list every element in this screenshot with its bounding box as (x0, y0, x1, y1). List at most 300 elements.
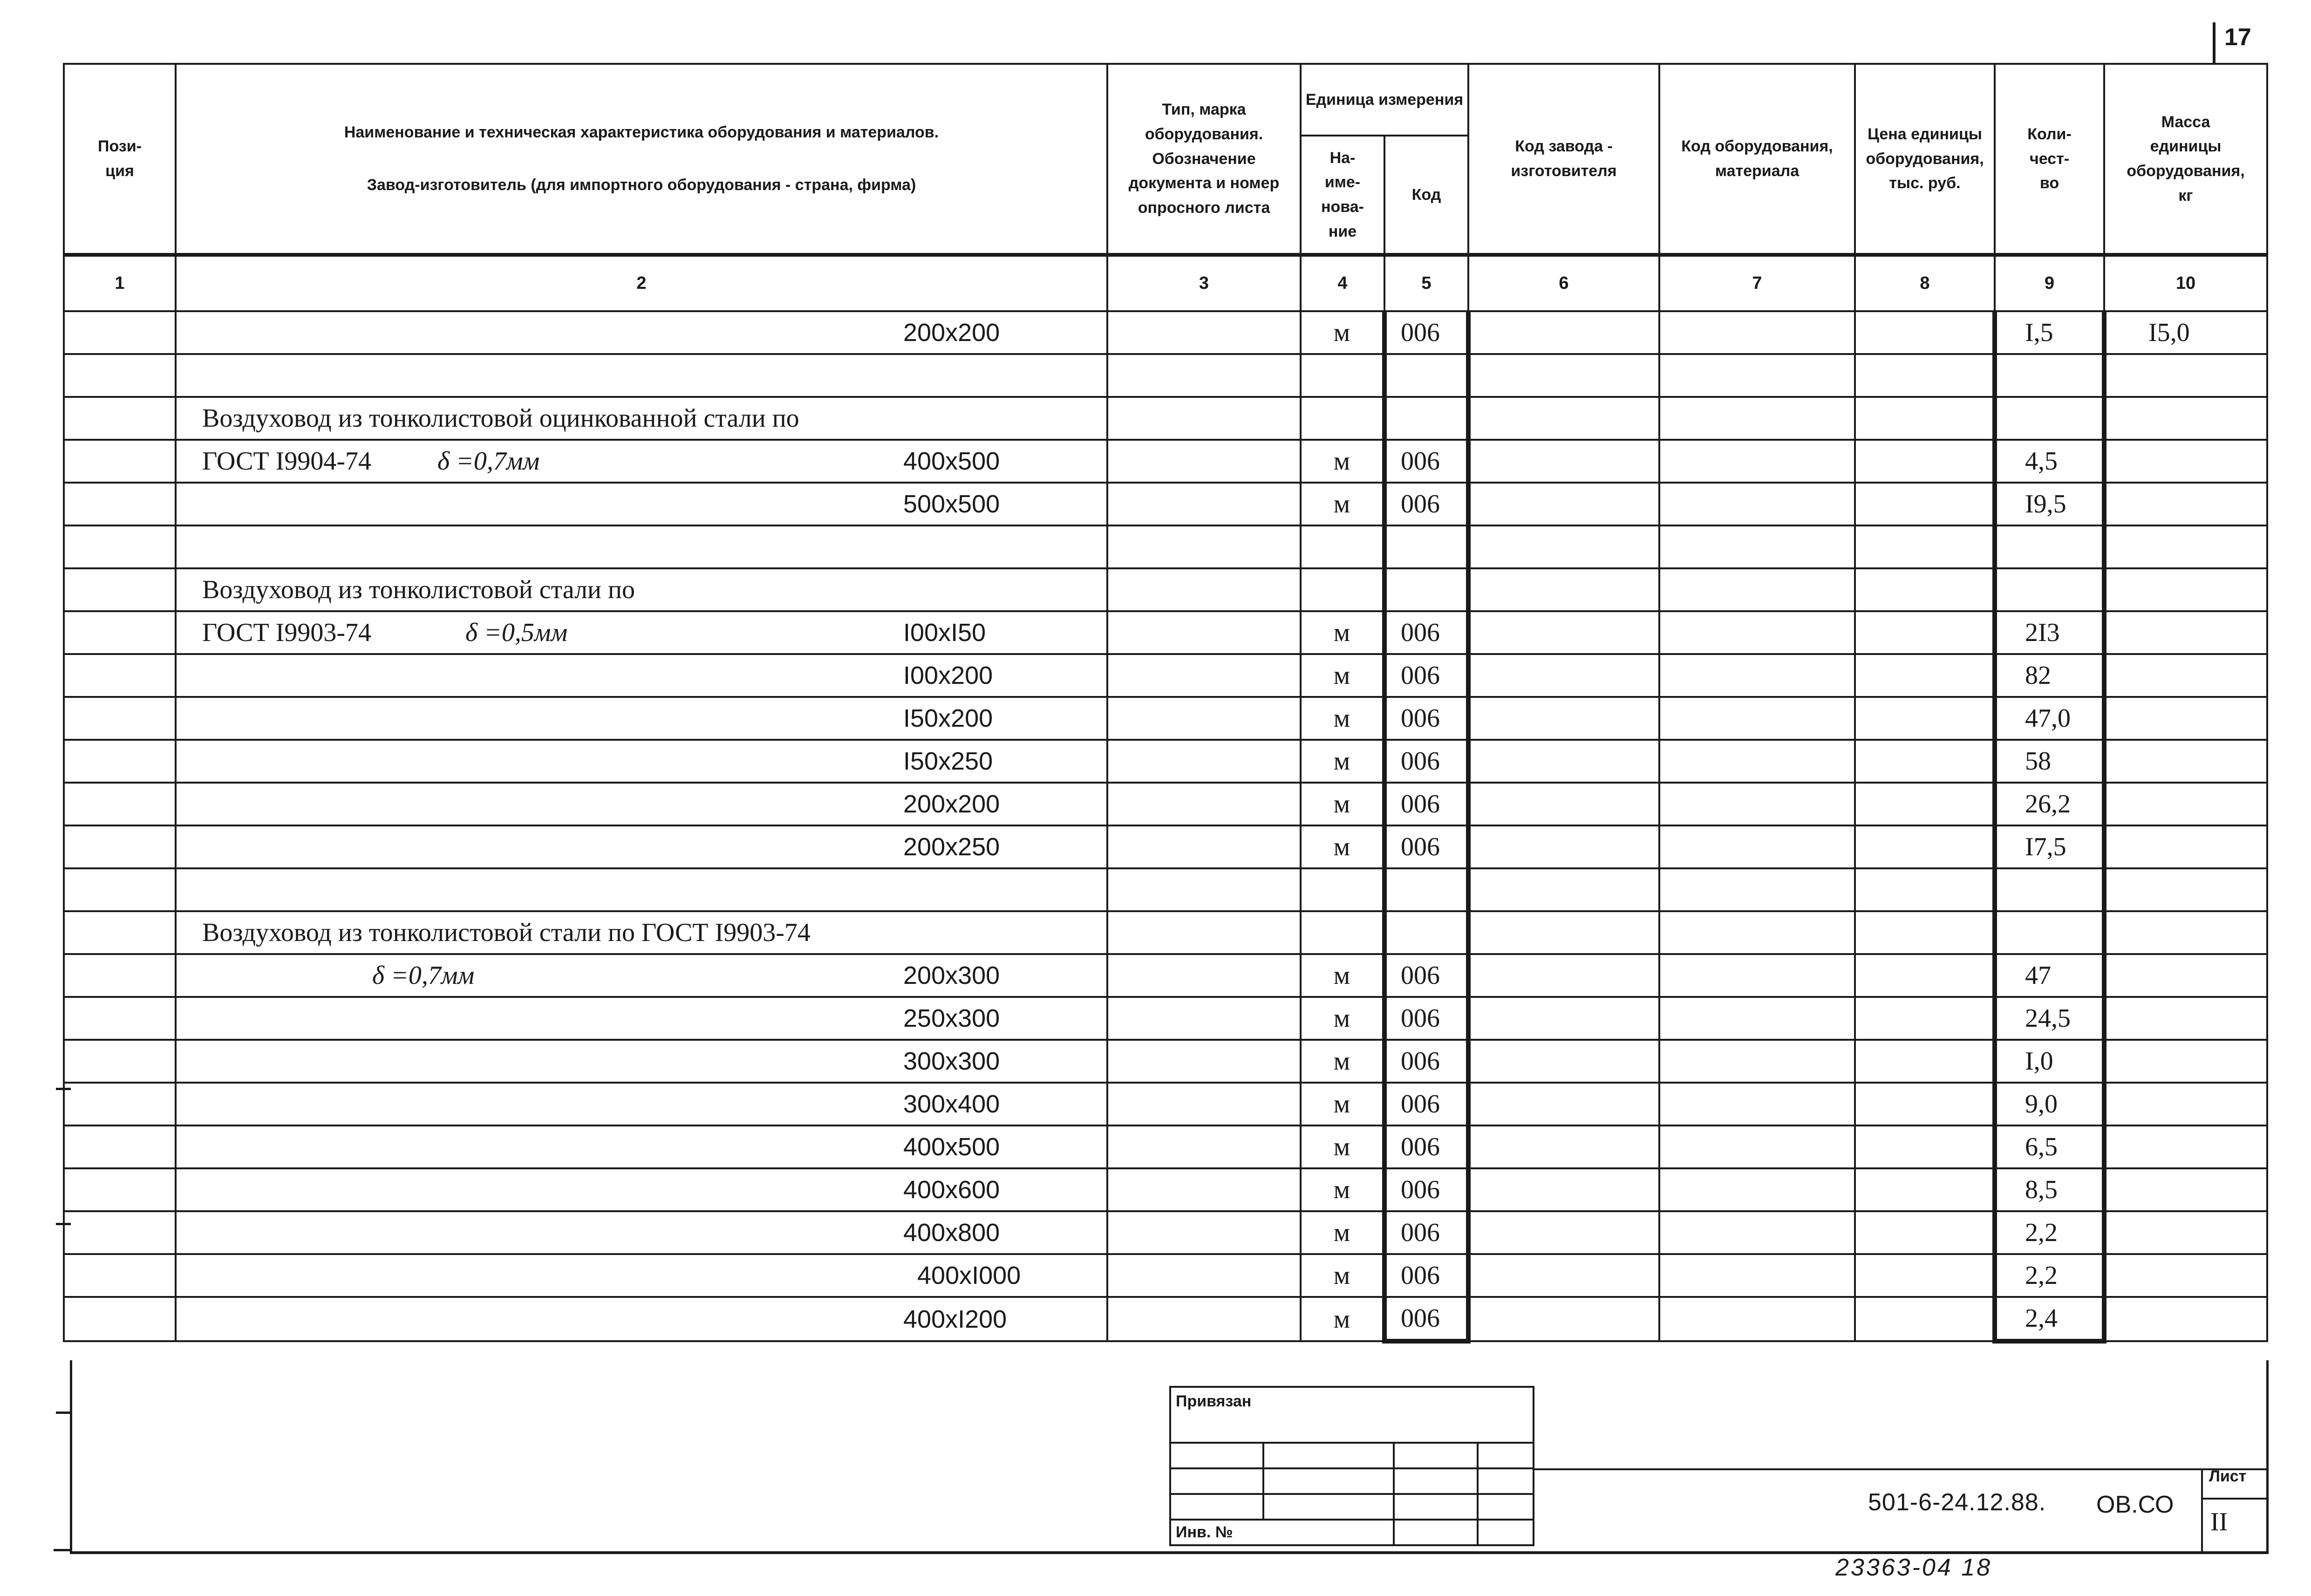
cell-quantity: 47,0 (1995, 697, 2104, 740)
cell-position (64, 868, 176, 911)
cell-equipment-code (1659, 740, 1855, 783)
cell-unit-code: 006 (1384, 997, 1468, 1040)
cell-price (1855, 1168, 1995, 1211)
cell-type (1107, 825, 1301, 868)
cell-mass (2104, 911, 2267, 954)
cell-quantity: I,5 (1995, 311, 2104, 354)
header-unit-code: Код (1384, 136, 1468, 255)
cell-name (176, 311, 1107, 354)
cell-equipment-code (1659, 568, 1855, 611)
cell-price (1855, 525, 1995, 568)
cell-manufacturer-code (1468, 1083, 1659, 1125)
cell-unit-name: м (1301, 783, 1384, 825)
cell-unit-code: 006 (1384, 1040, 1468, 1083)
cell-position (64, 483, 176, 525)
table-row (64, 1211, 2267, 1254)
cell-unit-code: 006 (1384, 783, 1468, 825)
cell-equipment-code (1659, 1083, 1855, 1125)
cell-manufacturer-code (1468, 1125, 1659, 1168)
wall-thickness: δ =0,5мм (465, 618, 568, 647)
specification-table (63, 63, 2268, 1344)
cell-unit-code: 006 (1384, 1125, 1468, 1168)
cell-position (64, 654, 176, 697)
cell-unit-code (1384, 397, 1468, 440)
cell-unit-code: 006 (1384, 611, 1468, 654)
cell-price (1855, 1254, 1995, 1297)
duct-size: 400xI200 (903, 1305, 1007, 1333)
cell-equipment-code (1659, 697, 1855, 740)
header-name-line2: Завод-изготовитель (для импортного оборудования - страна, фирма) (367, 176, 916, 194)
cell-type (1107, 783, 1301, 825)
cell-name (176, 740, 1107, 783)
cell-price (1855, 483, 1995, 525)
table-row (64, 440, 2267, 483)
cell-manufacturer-code (1468, 911, 1659, 954)
cell-quantity (1995, 397, 2104, 440)
cell-price (1855, 440, 1995, 483)
archive-number: 23363-04 18 (1835, 1554, 1992, 1581)
cell-type (1107, 997, 1301, 1040)
cell-unit-name (1301, 525, 1384, 568)
cell-mass (2104, 1211, 2267, 1254)
cell-unit-name (1301, 354, 1384, 397)
cell-unit-code: 006 (1384, 1083, 1468, 1125)
cell-unit-name: м (1301, 654, 1384, 697)
cell-type (1107, 1168, 1301, 1211)
cell-manufacturer-code (1468, 740, 1659, 783)
cell-unit-name: м (1301, 697, 1384, 740)
cell-unit-code: 006 (1384, 1297, 1468, 1341)
cell-unit-code: 006 (1384, 697, 1468, 740)
table-row (64, 1168, 2267, 1211)
cell-mass (2104, 611, 2267, 654)
cell-unit-code: 006 (1384, 825, 1468, 868)
cell-quantity: 58 (1995, 740, 2104, 783)
cell-equipment-code (1659, 911, 1855, 954)
cell-name (176, 1125, 1107, 1168)
item-description: ГОСТ I9903-74 (202, 618, 371, 647)
cell-position (64, 1254, 176, 1297)
cell-equipment-code (1659, 1040, 1855, 1083)
cell-quantity: I9,5 (1995, 483, 2104, 525)
cell-unit-name: м (1301, 1040, 1384, 1083)
cell-manufacturer-code (1468, 783, 1659, 825)
cell-price (1855, 311, 1995, 354)
table-row (64, 997, 2267, 1040)
cell-unit-code (1384, 354, 1468, 397)
cell-quantity: 8,5 (1995, 1168, 2104, 1211)
cell-position (64, 1297, 176, 1341)
cell-mass (2104, 1040, 2267, 1083)
cell-mass (2104, 568, 2267, 611)
column-number: 5 (1384, 255, 1468, 311)
cell-type (1107, 483, 1301, 525)
cell-quantity (1995, 868, 2104, 911)
cell-unit-name: м (1301, 1297, 1384, 1341)
duct-size: 400xI000 (917, 1262, 1021, 1289)
cell-equipment-code (1659, 354, 1855, 397)
cell-mass (2104, 483, 2267, 525)
cell-name (176, 568, 1107, 611)
cell-equipment-code (1659, 611, 1855, 654)
cell-type (1107, 440, 1301, 483)
cell-mass (2104, 1254, 2267, 1297)
cell-equipment-code (1659, 397, 1855, 440)
cell-unit-name: м (1301, 1254, 1384, 1297)
cell-name (176, 354, 1107, 397)
frame-left-line (70, 1360, 72, 1551)
cell-equipment-code (1659, 825, 1855, 868)
header-unit-group: Единица измерения (1301, 64, 1468, 136)
cell-mass (2104, 997, 2267, 1040)
cell-unit-code (1384, 868, 1468, 911)
cell-price (1855, 997, 1995, 1040)
cell-manufacturer-code (1468, 568, 1659, 611)
header-unit-name: На- име- нова- ние (1301, 136, 1384, 255)
sheet-number: II (2210, 1507, 2228, 1536)
cell-equipment-code (1659, 1168, 1855, 1211)
cell-quantity (1995, 568, 2104, 611)
cell-unit-code: 006 (1384, 654, 1468, 697)
cell-position (64, 740, 176, 783)
duct-size: I50x200 (903, 704, 993, 732)
table-row (64, 525, 2267, 568)
cell-unit-name: м (1301, 954, 1384, 997)
table-row (64, 1125, 2267, 1168)
table-row (64, 911, 2267, 954)
wall-thickness: δ =0,7мм (437, 447, 540, 476)
header-quantity: Коли- чест- во (1995, 64, 2104, 255)
cell-price (1855, 1125, 1995, 1168)
document-code: 501-6-24.12.88. (1868, 1489, 2046, 1516)
cell-equipment-code (1659, 483, 1855, 525)
cell-mass (2104, 825, 2267, 868)
cell-type (1107, 954, 1301, 997)
cell-position (64, 997, 176, 1040)
cell-equipment-code (1659, 1125, 1855, 1168)
cell-price (1855, 1297, 1995, 1341)
cell-name (176, 1168, 1107, 1211)
cell-quantity: 82 (1995, 654, 2104, 697)
cell-name (176, 397, 1107, 440)
cell-equipment-code (1659, 525, 1855, 568)
cell-price (1855, 1083, 1995, 1125)
duct-size: 200x200 (903, 319, 1000, 347)
cell-unit-name: м (1301, 1125, 1384, 1168)
cell-position (64, 440, 176, 483)
cell-unit-code: 006 (1384, 483, 1468, 525)
cell-unit-name (1301, 568, 1384, 611)
page-number-tick (2213, 22, 2216, 64)
cell-type (1107, 1254, 1301, 1297)
cell-unit-name (1301, 397, 1384, 440)
cell-unit-code: 006 (1384, 1168, 1468, 1211)
cell-position (64, 1040, 176, 1083)
cell-mass (2104, 1083, 2267, 1125)
cell-equipment-code (1659, 1211, 1855, 1254)
cell-price (1855, 825, 1995, 868)
cell-price (1855, 868, 1995, 911)
cell-type (1107, 354, 1301, 397)
cell-type (1107, 654, 1301, 697)
cell-price (1855, 654, 1995, 697)
column-number: 7 (1659, 255, 1855, 311)
table-row (64, 868, 2267, 911)
cell-unit-name: м (1301, 1168, 1384, 1211)
column-number: 3 (1107, 255, 1301, 311)
cell-unit-name: м (1301, 997, 1384, 1040)
cell-unit-code (1384, 525, 1468, 568)
cell-position (64, 783, 176, 825)
cell-position (64, 954, 176, 997)
cell-mass (2104, 954, 2267, 997)
cell-quantity: 2,2 (1995, 1254, 2104, 1297)
cell-quantity (1995, 911, 2104, 954)
item-description: ГОСТ I9904-74 (202, 447, 371, 476)
duct-size: I50x250 (903, 747, 993, 775)
cell-name (176, 654, 1107, 697)
cell-type (1107, 868, 1301, 911)
sheet-box-mid-line (2201, 1498, 2268, 1500)
cell-name (176, 1083, 1107, 1125)
cell-position (64, 611, 176, 654)
cell-manufacturer-code (1468, 525, 1659, 568)
header-name-line1: Наименование и техническая характеристика оборудования и материалов. (344, 123, 939, 142)
cell-quantity: 2,4 (1995, 1297, 2104, 1341)
cell-name (176, 868, 1107, 911)
cell-type (1107, 611, 1301, 654)
cell-name (176, 697, 1107, 740)
cell-price (1855, 354, 1995, 397)
cell-name (176, 1254, 1107, 1297)
cell-unit-name: м (1301, 1083, 1384, 1125)
cell-position (64, 697, 176, 740)
cell-manufacturer-code (1468, 311, 1659, 354)
cell-quantity: 2,2 (1995, 1211, 2104, 1254)
cell-price (1855, 697, 1995, 740)
table-row (64, 611, 2267, 654)
column-number: 8 (1855, 255, 1995, 311)
duct-size: 400x800 (903, 1219, 1000, 1247)
cell-unit-name (1301, 911, 1384, 954)
cell-position (64, 825, 176, 868)
cell-unit-code: 006 (1384, 1254, 1468, 1297)
cell-unit-code (1384, 911, 1468, 954)
cell-unit-code (1384, 568, 1468, 611)
frame-right-line (2266, 1360, 2269, 1551)
cell-type (1107, 568, 1301, 611)
cell-unit-code: 006 (1384, 311, 1468, 354)
table-row (64, 1254, 2267, 1297)
sheet-box-left-line (2201, 1468, 2203, 1552)
cell-price (1855, 568, 1995, 611)
cell-position (64, 1125, 176, 1168)
cell-manufacturer-code (1468, 483, 1659, 525)
cell-quantity: I7,5 (1995, 825, 2104, 868)
cell-unit-name: м (1301, 440, 1384, 483)
approval-stamp (1169, 1386, 1534, 1546)
cell-manufacturer-code (1468, 1211, 1659, 1254)
cell-type (1107, 1211, 1301, 1254)
cell-unit-code: 006 (1384, 440, 1468, 483)
duct-size: 400x500 (903, 1133, 1000, 1161)
cell-manufacturer-code (1468, 954, 1659, 997)
cell-unit-name: м (1301, 740, 1384, 783)
attached-label: Привязан (1170, 1387, 1534, 1443)
cell-quantity: 2I3 (1995, 611, 2104, 654)
cell-mass (2104, 868, 2267, 911)
cell-manufacturer-code (1468, 697, 1659, 740)
table-row (64, 568, 2267, 611)
cell-name (176, 1040, 1107, 1083)
table-row (64, 825, 2267, 868)
cell-position (64, 1211, 176, 1254)
cell-mass (2104, 440, 2267, 483)
cell-manufacturer-code (1468, 354, 1659, 397)
title-block-top-line (1533, 1468, 2268, 1470)
column-number: 1 (64, 255, 176, 311)
margin-tick (56, 1088, 71, 1090)
cell-equipment-code (1659, 1297, 1855, 1341)
cell-mass: I5,0 (2104, 311, 2267, 354)
cell-manufacturer-code (1468, 654, 1659, 697)
cell-position (64, 568, 176, 611)
duct-size: 400x500 (903, 447, 1000, 475)
duct-size: 300x400 (903, 1090, 1000, 1118)
table-row (64, 1083, 2267, 1125)
cell-quantity: 24,5 (1995, 997, 2104, 1040)
table-row (64, 483, 2267, 525)
cell-manufacturer-code (1468, 1297, 1659, 1341)
column-number: 6 (1468, 255, 1659, 311)
cell-equipment-code (1659, 954, 1855, 997)
document-suffix: ОВ.СО (2096, 1491, 2174, 1518)
cell-mass (2104, 697, 2267, 740)
cell-mass (2104, 740, 2267, 783)
cell-quantity: 26,2 (1995, 783, 2104, 825)
item-description: Воздуховод из тонколистовой стали по (202, 575, 635, 604)
table-row (64, 311, 2267, 354)
header-manufacturer-code: Код завода - изготовителя (1468, 64, 1659, 255)
cell-manufacturer-code (1468, 997, 1659, 1040)
table-row (64, 354, 2267, 397)
cell-type (1107, 525, 1301, 568)
cell-type (1107, 1297, 1301, 1341)
cell-name (176, 954, 1107, 997)
cell-type (1107, 740, 1301, 783)
cell-position (64, 311, 176, 354)
cell-position (64, 525, 176, 568)
cell-mass (2104, 397, 2267, 440)
cell-type (1107, 311, 1301, 354)
duct-size: 200x200 (903, 790, 1000, 818)
duct-size: 400x600 (903, 1176, 1000, 1204)
inventory-label: Инв. № (1170, 1520, 1394, 1545)
cell-name (176, 611, 1107, 654)
cell-name (176, 911, 1107, 954)
cell-unit-code: 006 (1384, 740, 1468, 783)
duct-size: 300x300 (903, 1047, 1000, 1075)
table-row (64, 1297, 2267, 1341)
cell-type (1107, 1083, 1301, 1125)
cell-manufacturer-code (1468, 397, 1659, 440)
cell-name (176, 1297, 1107, 1341)
cell-type (1107, 1125, 1301, 1168)
cell-name (176, 825, 1107, 868)
margin-tick (54, 1549, 72, 1551)
cell-unit-name: м (1301, 1211, 1384, 1254)
cell-name (176, 997, 1107, 1040)
cell-price (1855, 397, 1995, 440)
cell-manufacturer-code (1468, 1254, 1659, 1297)
cell-quantity (1995, 354, 2104, 397)
cell-unit-name (1301, 868, 1384, 911)
table-row (64, 397, 2267, 440)
cell-quantity (1995, 525, 2104, 568)
cell-position (64, 397, 176, 440)
cell-equipment-code (1659, 783, 1855, 825)
header-name (176, 64, 1107, 255)
cell-quantity: I,0 (1995, 1040, 2104, 1083)
cell-mass (2104, 525, 2267, 568)
duct-size: 200x300 (903, 962, 1000, 989)
margin-tick (56, 1412, 71, 1414)
cell-mass (2104, 354, 2267, 397)
cell-mass (2104, 1297, 2267, 1341)
margin-tick (56, 1223, 71, 1225)
table-row (64, 740, 2267, 783)
cell-price (1855, 911, 1995, 954)
cell-unit-name: м (1301, 311, 1384, 354)
column-number: 10 (2104, 255, 2267, 311)
cell-price (1855, 783, 1995, 825)
cell-name (176, 1211, 1107, 1254)
header-equipment-code: Код оборудования, материала (1659, 64, 1855, 255)
cell-price (1855, 954, 1995, 997)
cell-manufacturer-code (1468, 611, 1659, 654)
cell-quantity: 4,5 (1995, 440, 2104, 483)
table-row (64, 1040, 2267, 1083)
duct-size: 200x250 (903, 833, 1000, 861)
duct-size: I00xI50 (903, 619, 986, 647)
table-row (64, 783, 2267, 825)
cell-position (64, 911, 176, 954)
cell-equipment-code (1659, 1254, 1855, 1297)
cell-mass (2104, 1125, 2267, 1168)
page-number: 17 (2224, 24, 2251, 51)
cell-position (64, 1083, 176, 1125)
cell-unit-code: 006 (1384, 954, 1468, 997)
sheet-label: Лист (2209, 1467, 2247, 1485)
duct-size: 250x300 (903, 1004, 1000, 1032)
cell-name (176, 440, 1107, 483)
cell-type (1107, 911, 1301, 954)
column-number: 4 (1301, 255, 1384, 311)
cell-quantity: 9,0 (1995, 1083, 2104, 1125)
cell-equipment-code (1659, 311, 1855, 354)
header-type: Тип, марка оборудования. Обозначение документа и номер опросного листа (1107, 64, 1301, 255)
cell-manufacturer-code (1468, 1040, 1659, 1083)
cell-mass (2104, 1168, 2267, 1211)
cell-manufacturer-code (1468, 1168, 1659, 1211)
cell-price (1855, 1211, 1995, 1254)
cell-mass (2104, 783, 2267, 825)
cell-mass (2104, 654, 2267, 697)
cell-position (64, 1168, 176, 1211)
cell-unit-name: м (1301, 611, 1384, 654)
cell-manufacturer-code (1468, 868, 1659, 911)
cell-unit-name: м (1301, 483, 1384, 525)
